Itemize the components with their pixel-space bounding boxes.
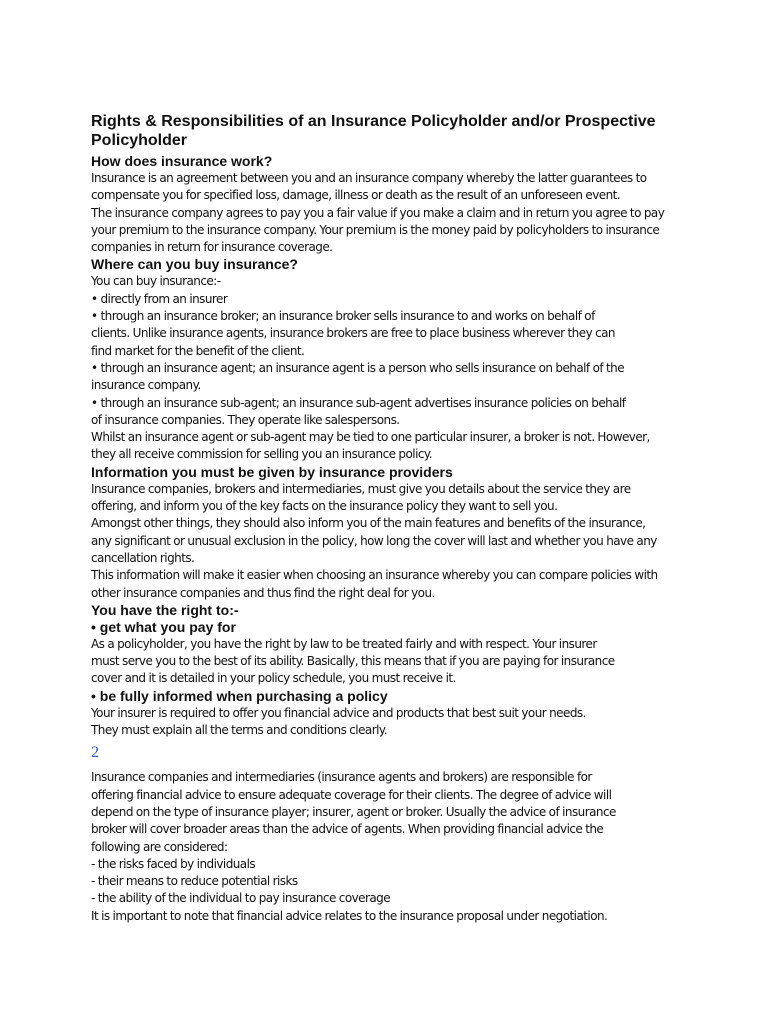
- body-line: • through an insurance agent; an insurance agent is a person who sells insurance on behalf of the: [91, 360, 625, 375]
- body-line: of insurance companies. They operate like salespersons.: [91, 412, 400, 427]
- body-line: - the ability of the individual to pay insurance coverage: [91, 891, 391, 906]
- body-line: As a policyholder, you have the right by law to be treated fairly and with respect. Your insurer: [91, 636, 597, 651]
- body-line: offering financial advice to ensure adequate coverage for their clients. The degree of advice will: [91, 787, 612, 802]
- body-line: Amongst other things, they should also inform you of the main features and benefits of the insurance,: [91, 516, 646, 531]
- body-line: It is important to note that financial advice relates to the insurance proposal under negotiation.: [91, 908, 608, 923]
- section-body-financial-advice: [91, 769, 691, 925]
- section-heading-right-to: You have the right to:-: [91, 601, 239, 618]
- section-body-information-given: [91, 481, 691, 602]
- body-line: Insurance is an agreement between you and an insurance company whereby the latter guarantees to: [91, 171, 647, 185]
- section-body-where-to-buy: [91, 273, 691, 463]
- body-line: • directly from an insurer: [91, 291, 228, 306]
- body-line: broker will cover broader areas than the advice of agents. When providing financial advice the: [91, 822, 604, 837]
- body-line: They must explain all the terms and conditions clearly.: [91, 723, 387, 738]
- body-line: - their means to reduce potential risks: [91, 874, 298, 889]
- section-body-get-what-you-pay-for: [91, 636, 691, 688]
- section-heading-where-to-buy: Where can you buy insurance?: [91, 256, 298, 273]
- body-line: Insurance companies, brokers and intermediaries, must give you details about the service they are: [91, 481, 631, 496]
- body-line: your premium to the insurance company. Your premium is the money paid by policyholders to insurance: [91, 222, 660, 237]
- body-line: depend on the type of insurance player; insurer, agent or broker. Usually the advice of insurance: [91, 804, 616, 819]
- body-line: any significant or unusual exclusion in the policy, how long the cover will last and whether you have any: [91, 533, 657, 548]
- body-line: • through an insurance broker; an insurance broker sells insurance to and works on behalf of: [91, 309, 595, 324]
- body-line: Your insurer is required to offer you financial advice and products that best suit your needs.: [91, 705, 586, 720]
- subheading-be-fully-informed: • be fully informed when purchasing a policy: [91, 687, 388, 704]
- body-line: following are considered:: [91, 839, 228, 854]
- body-line: offering, and inform you of the key facts on the insurance policy they want to sell you.: [91, 499, 558, 514]
- body-line: companies in return for insurance coverage.: [91, 240, 333, 255]
- body-line: other insurance companies and thus find the right deal for you.: [91, 585, 435, 600]
- body-line: cancellation rights.: [91, 550, 195, 565]
- title-line: Rights & Responsibilities of an Insurance Policyholder and/or Prospective: [91, 113, 656, 130]
- section-heading-how-insurance-works: How does insurance work?: [91, 153, 273, 169]
- document-title: [91, 112, 691, 150]
- body-line: cover and it is detailed in your policy schedule, you must receive it.: [91, 671, 456, 686]
- body-line: clients. Unlike insurance agents, insurance brokers are free to place business wherever they can: [91, 326, 615, 341]
- section-body-be-fully-informed: [91, 705, 691, 740]
- title-line: Policyholder: [91, 132, 188, 149]
- body-line: compensate you for specified loss, damage, illness or death as the result of an unforeseen event.: [91, 188, 621, 203]
- section-body-how-insurance-works: [91, 170, 691, 256]
- body-line: must serve you to the best of its ability. Basically, this means that if you are paying for insurance: [91, 654, 615, 669]
- body-line: they all receive commission for selling you an insurance policy.: [91, 447, 433, 462]
- section-heading-information-given: Information you must be given by insurance providers: [91, 463, 453, 480]
- body-line: - the risks faced by individuals: [91, 856, 256, 871]
- body-line: This information will make it easier when choosing an insurance whereby you can compare policies with: [91, 568, 658, 583]
- subheading-get-what-you-pay-for: • get what you pay for: [91, 618, 236, 635]
- page-number: 2: [91, 744, 99, 762]
- body-line: The insurance company agrees to pay you a fair value if you make a claim and in return you agree to pay: [91, 205, 665, 220]
- body-line: Whilst an insurance agent or sub-agent may be tied to one particular insurer, a broker is not. However,: [91, 430, 650, 445]
- body-line: Insurance companies and intermediaries (insurance agents and brokers) are responsible for: [91, 770, 592, 785]
- document-page: [91, 112, 691, 925]
- body-line: insurance company.: [91, 378, 201, 393]
- body-line: You can buy insurance:-: [91, 274, 221, 289]
- body-line: find market for the benefit of the client.: [91, 343, 305, 358]
- body-line: • through an insurance sub-agent; an insurance sub-agent advertises insurance policies on behalf: [91, 395, 626, 410]
